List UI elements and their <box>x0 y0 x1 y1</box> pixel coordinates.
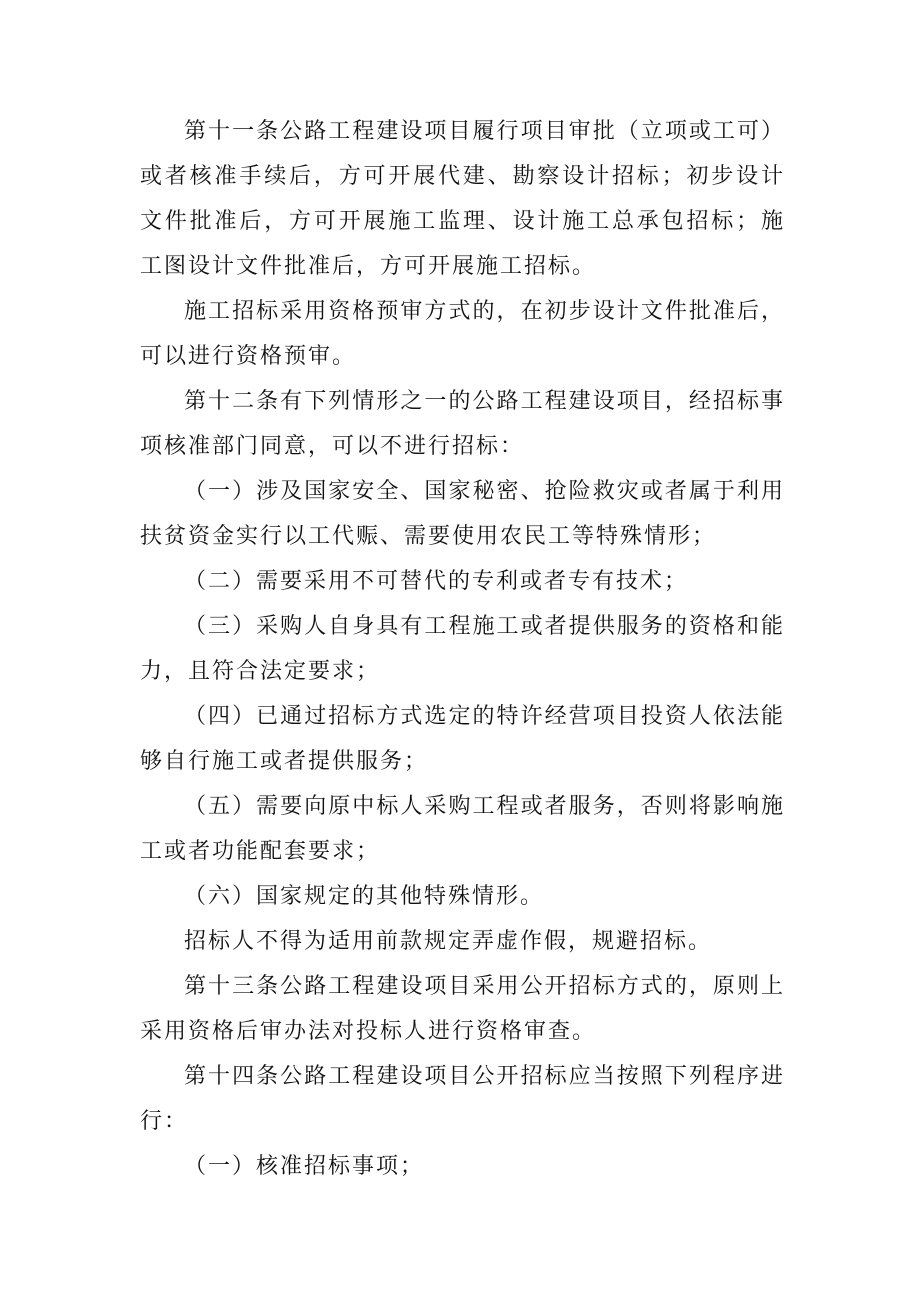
paragraph-article-12: 第十二条有下列情形之一的公路工程建设项目，经招标事项核准部门同意，可以不进行招标： <box>140 389 785 459</box>
paragraph-item-4: （四）已通过招标方式选定的特许经营项目投资人依法能够自行施工或者提供服务； <box>140 704 785 774</box>
paragraph-prequalification: 施工招标采用资格预审方式的，在初步设计文件批准后，可以进行资格预审。 <box>140 299 785 369</box>
paragraph-item-3: （三）采购人自身具有工程施工或者提供服务的资格和能力，且符合法定要求； <box>140 614 785 684</box>
paragraph-article-14: 第十四条公路工程建设项目公开招标应当按照下列程序进行： <box>140 1064 785 1134</box>
paragraph-item-6: （六）国家规定的其他特殊情形。 <box>184 884 545 909</box>
paragraph-article-11: 第十一条公路工程建设项目履行项目审批（立项或工可）或者核准手续后，方可开展代建、勘察设计招标；初步设计文件批准后，方可开展施工监理、设计施工总承包招标；施工图设计文件批准后，方可开展施工招标。 <box>140 119 785 279</box>
paragraph-item-5: （五）需要向原中标人采购工程或者服务，否则将影响施工或者功能配套要求； <box>140 794 785 864</box>
paragraph-item-1: （一）涉及国家安全、国家秘密、抢险救灾或者属于利用扶贫资金实行以工代赈、需要使用农民工等特殊情形； <box>140 479 785 549</box>
paragraph-article-13: 第十三条公路工程建设项目采用公开招标方式的，原则上采用资格后审办法对投标人进行资格审查。 <box>140 974 785 1044</box>
paragraph-item-2: （二）需要采用不可替代的专利或者专有技术； <box>184 569 689 594</box>
document-body <box>140 109 785 1189</box>
paragraph-no-fraud: 招标人不得为适用前款规定弄虚作假，规避招标。 <box>184 929 713 954</box>
paragraph-procedure-item-1: （一）核准招标事项； <box>184 1154 425 1179</box>
